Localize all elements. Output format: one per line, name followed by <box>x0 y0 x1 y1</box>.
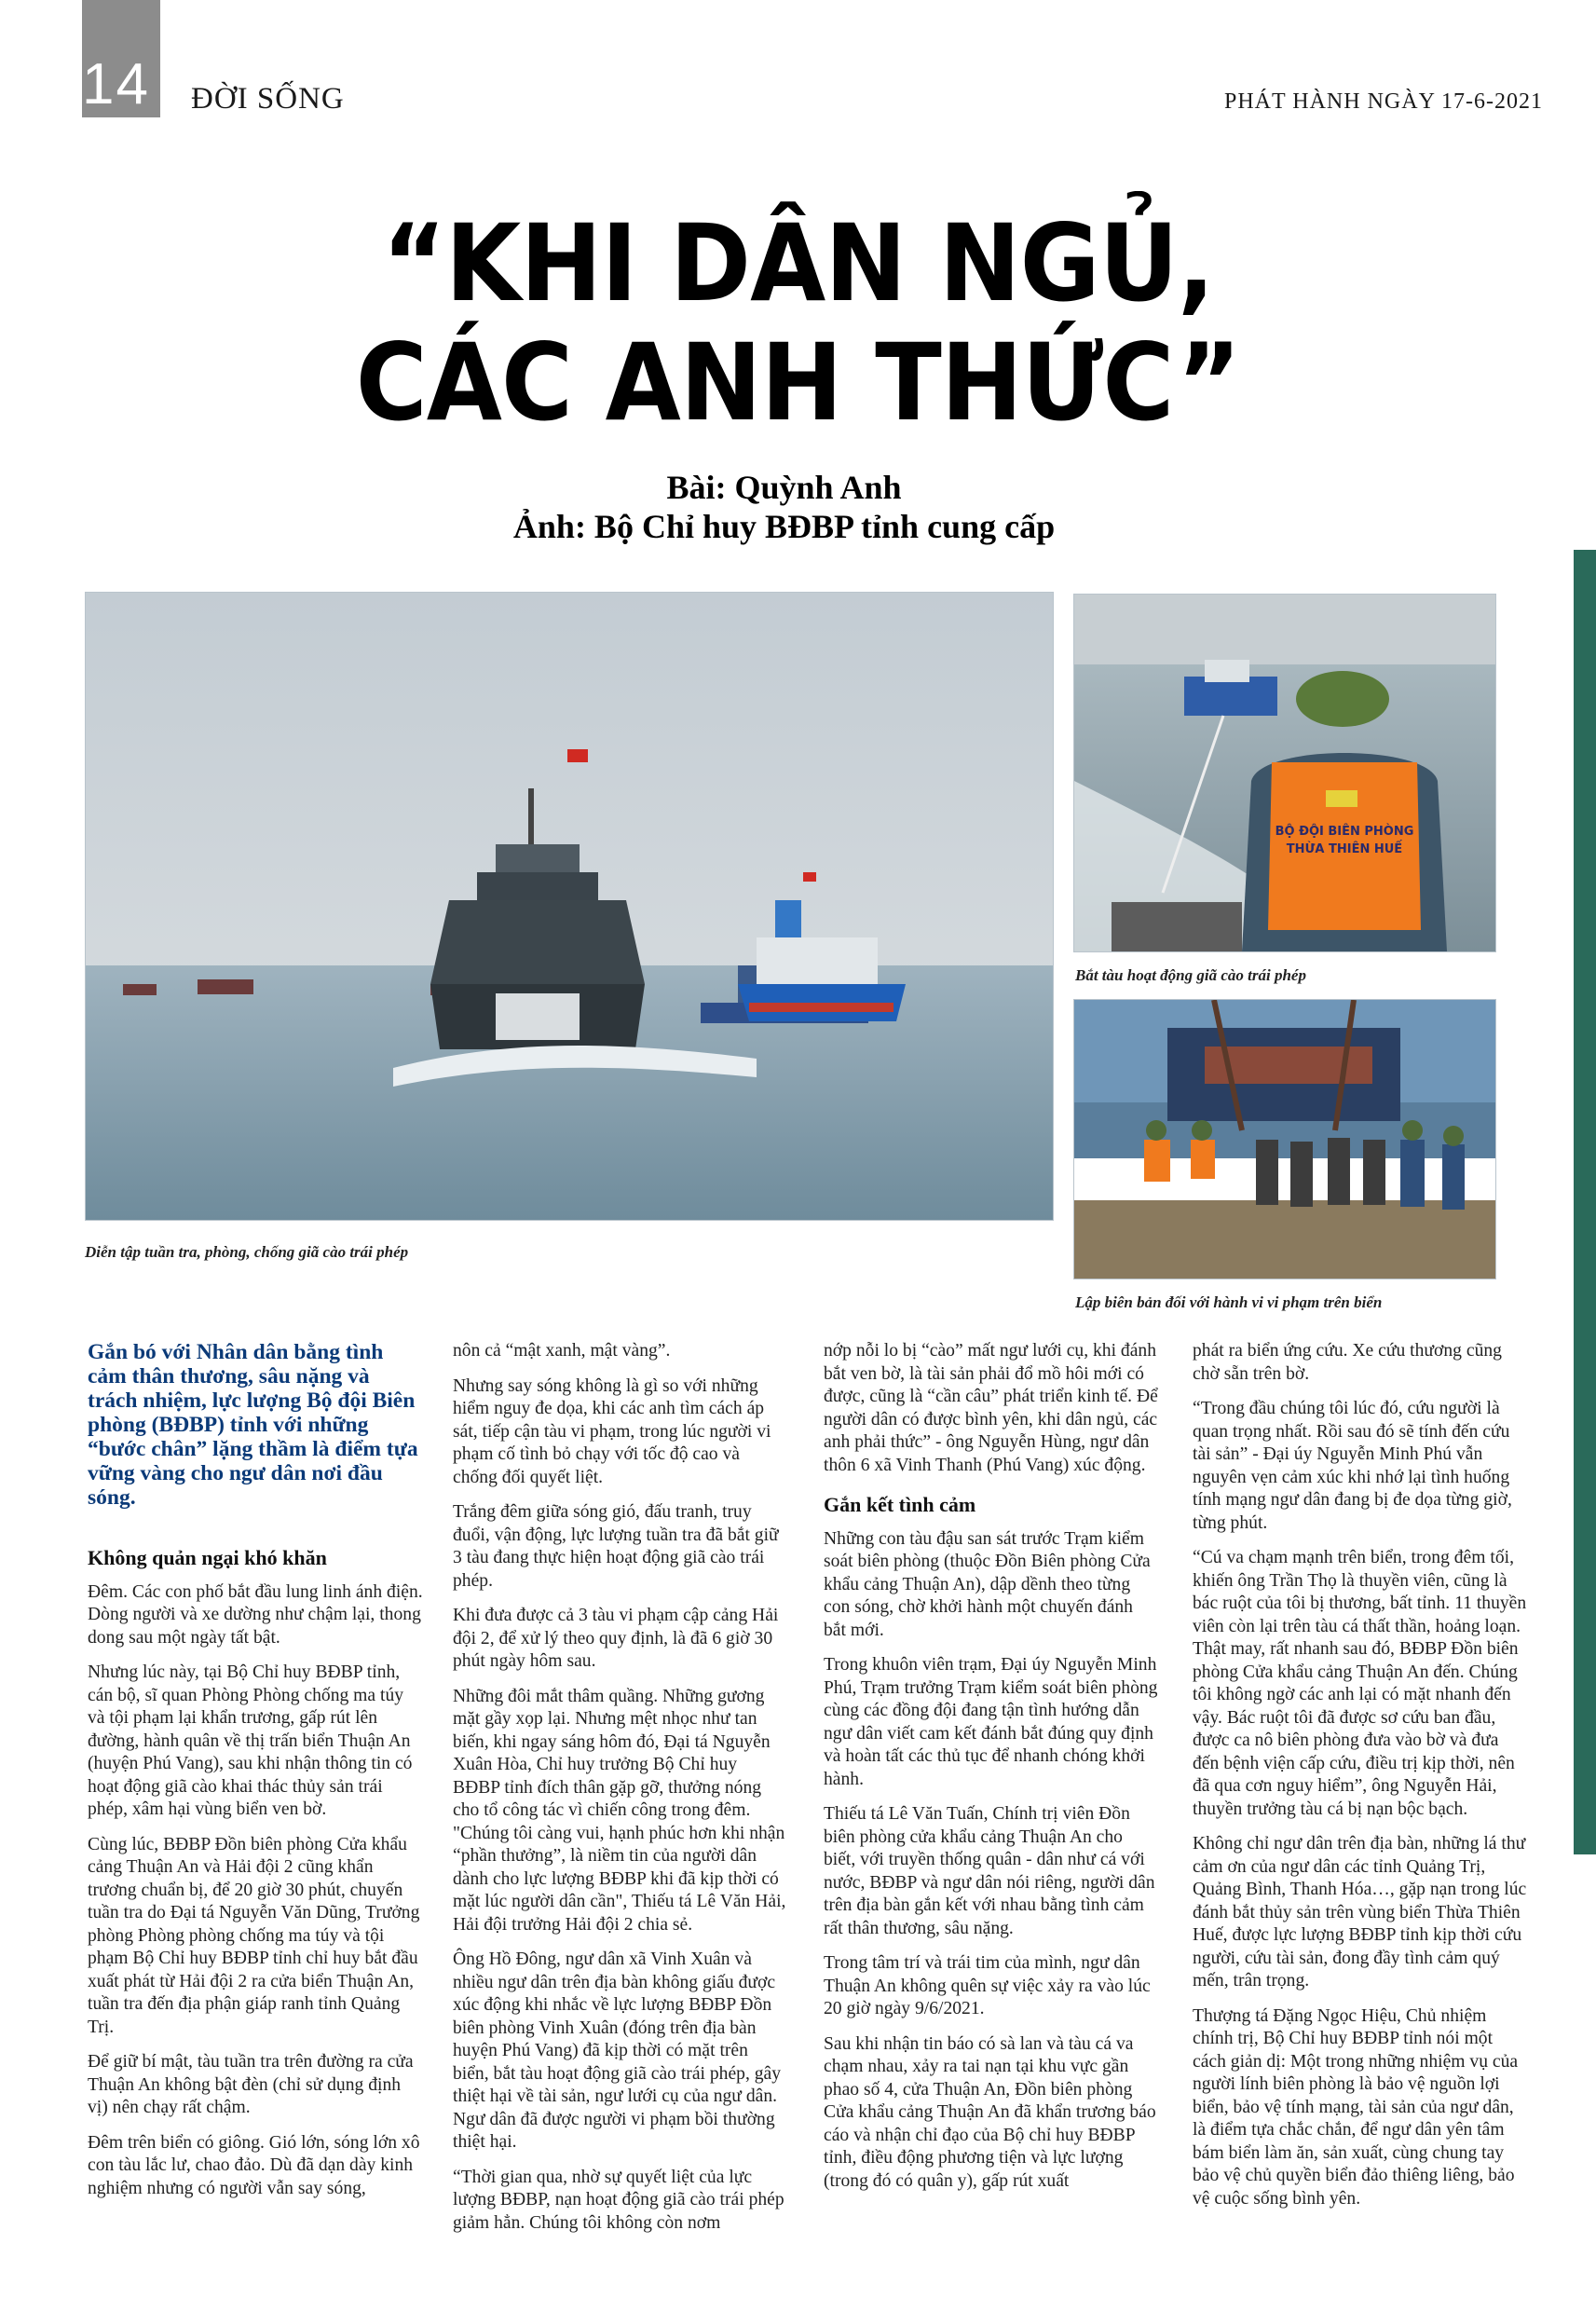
paragraph: nớp nỗi lo bị “cào” mất ngư lưới cụ, khi đánh bắt ven bờ, là tài sản phải đổ mồ hôi mới có được, cũng là “cần câu” phát triển kinh tế. Để người dân có được bình yên, khi dân ngủ, các anh phải thức” - ông Nguyễn Hùng, ngư dân thôn 6 xã Vinh Thanh (Phú Vang) xúc động. <box>824 1341 1158 1475</box>
paragraph: “Thời gian qua, nhờ sự quyết liệt của lực lượng BĐBP, nạn hoạt động giã cào trái phép giảm hẳn. Chúng tôi không còn nơm <box>453 2167 784 2233</box>
lead-paragraph: Gắn bó với Nhân dân bằng tình cảm thân thương, sâu nặng và trách nhiệm, lực lượng Bộ đội Biên phòng (BĐBP) tỉnh với những “bước chân” lặng thầm là điểm tựa vững vàng cho ngư dân nơi đầu sóng. <box>88 1340 418 1510</box>
paragraph: Thượng tá Đặng Ngọc Hiệu, Chủ nhiệm chính trị, Bộ Chỉ huy BĐBP tỉnh nói một cách giản dị: Một trong những nhiệm vụ của người lính biên phòng là bảo vệ nguồn lợi biển, bảo vệ tính mạng, tài sản của ngư dân, là điểm tựa chắc chắn, để ngư dân yên tâm bám biển làm ăn, sản xuất, cùng chung tay bảo vệ chủ quyền biển đảo thiêng liêng, bảo vệ cuộc sống bình yên. <box>1193 2005 1519 2209</box>
photo-border-guard-vest <box>1073 594 1496 952</box>
paragraph: Nhưng lúc này, tại Bộ Chỉ huy BĐBP tỉnh, cán bộ, sĩ quan Phòng Phòng chống ma túy và tội phạm lại khẩn trương, gấp rút lên đường, hành quân về thị trấn biển Thuận An (huyện Phú Vang), sau khi nhận thông tin có hoạt động giã cào khai thác thủy sản trái phép, xâm hại vùng biển ven bờ. <box>88 1662 413 1819</box>
paragraph: Trong tâm trí và trái tim của mình, ngư dân Thuận An không quên sự việc xảy ra vào lúc 20 giờ ngày 9/6/2021. <box>824 1953 1151 2018</box>
byline-photo: Ảnh: Bộ Chỉ huy BĐBP tỉnh cung cấp <box>512 508 1056 545</box>
top-right-photo-caption: Bắt tàu hoạt động giã cào trái phép <box>1075 966 1306 984</box>
section-name: ĐỜI SỐNG <box>191 82 345 116</box>
vest-text-line-2: THỪA THIÊN HUẾ <box>1286 842 1403 856</box>
paragraph: nôn cả “mật xanh, mật vàng”. <box>453 1341 671 1361</box>
paragraph: Thiếu tá Lê Văn Tuấn, Chính trị viên Đồn biên phòng cửa khẩu cảng Thuận An cho biết, với truyền thống quân - dân như cá với nước, BĐBP và ngư dân nói riêng, người dân trên địa bàn gắn kết với nhau bằng tình cảm rất thân thương, sâu nặng. <box>824 1804 1155 1938</box>
subhead-gan-ket-tinh-cam: Gắn kết tình cảm <box>824 1493 976 1516</box>
bottom-right-photo-caption: Lập biên bản đối với hành vi vi phạm trên biển <box>1075 1293 1383 1311</box>
paragraph: Không chỉ ngư dân trên địa bàn, những lá thư cảm ơn của ngư dân các tỉnh Quảng Trị, Quảng Bình, Thanh Hóa…, gặp nạn trong lúc đánh bắt thủy sản trên vùng biển Thừa Thiên Huế, được lực lượng BĐBP tỉnh kịp thời cứu người, cứu tài sản, đong đầy tình cảm quý mến, trân trọng. <box>1193 1834 1527 1991</box>
paragraph: Cùng lúc, BĐBP Đồn biên phòng Cửa khẩu cảng Thuận An và Hải đội 2 cũng khẩn trương chuẩn bị, để 20 giờ 30 phút, chuyến tuần tra do Đại tá Nguyễn Văn Dũng, Trưởng phòng Phòng phòng chống ma túy và tội phạm Bộ Chỉ huy BĐBP tỉnh chỉ huy bắt đầu xuất phát từ Hải đội 2 ra cửa biển Thuận An, tuần tra đến địa phận giáp ranh tỉnh Quảng Trị. <box>88 1834 420 2037</box>
body-column-3 <box>824 1340 1159 2205</box>
paragraph: Đêm trên biển có giông. Gió lớn, sóng lớn xô con tàu lắc lư, chao đảo. Dù đã dạn dày kinh nghiệm nhưng có người vẫn say sóng, <box>88 2132 420 2198</box>
subhead-khong-quan-ngai: Không quản ngại khó khăn <box>88 1546 327 1569</box>
body-column-1 <box>88 1340 423 2212</box>
photo-record-violation <box>1073 999 1496 1279</box>
body-column-4 <box>1193 1340 1528 2223</box>
issue-date: PHÁT HÀNH NGÀY 17-6-2021 <box>1224 89 1543 114</box>
paragraph: Sau khi nhận tin báo có sà lan và tàu cá va chạm nhau, xảy ra tai nạn tại khu vực gần phao số 4, cửa Thuận An, Đồn biên phòng Cửa khẩu cảng Thuận An đã khẩn trương báo cáo và nhận chỉ đạo của Bộ chỉ huy BĐBP tỉnh, điều động phương tiện và lực lượng (trong đó có quân y), gấp rút xuất <box>824 2033 1156 2191</box>
paragraph: Để giữ bí mật, tàu tuần tra trên đường ra cửa Thuận An không bật đèn (chỉ sử dụng định vị) nên chạy rất chậm. <box>88 2052 414 2117</box>
paragraph: Ông Hồ Đông, ngư dân xã Vinh Xuân và nhiều ngư dân trên địa bàn không giấu được xúc động khi nhắc về lực lượng BĐBP Đồn biên phòng Vinh Xuân (đóng trên địa bàn huyện Phú Vang) đã kịp thời có mặt trên biển, bắt tàu hoạt động giã cào trái phép, gây thiệt hại về tài sản, ngư lưới cụ của ngư dân. Ngư dân đã được người vi phạm bồi thường thiệt hại. <box>453 1949 782 2152</box>
vest-text-line-1: BỘ ĐỘI BIÊN PHÒNG <box>1275 825 1414 839</box>
paragraph: “Cú va chạm mạnh trên biển, trong đêm tối, khiến ông Trần Thọ là thuyền viên, cũng là bác ruột của tôi bị thương, bất tỉnh. 11 thuyền viên còn lại trên tàu cá thất thần, hoảng loạn. Thật may, rất nhanh sau đó, BĐBP Đồn biên phòng Cửa khẩu cảng Thuận An đến. Chúng tôi không ngờ các anh lại có mặt nhanh đến vậy. Bác ruột tôi đã được sơ cứu ban đầu, được ca nô biên phòng đưa vào bờ và đưa đến bệnh viện cấp cứu, điều trị kịp thời, nên đã qua cơn nguy hiểm”, ông Nguyễn Hải, thuyền trưởng tàu cá bị nạn bộc bạch. <box>1193 1548 1527 1819</box>
headline-line-2: CÁC ANH THỨC” <box>355 321 1241 445</box>
paragraph: Trắng đêm giữa sóng gió, đấu tranh, truy đuổi, vận động, lực lượng tuần tra đã bắt giữ 3 tàu đang thực hiện hoạt động giã cào trái phép. <box>453 1502 779 1591</box>
paragraph: Những đôi mắt thâm quầng. Những gương mặt gầy xọp lại. Nhưng mệt nhọc như tan biến, khi ngay sáng hôm đó, Đại tá Nguyễn Xuân Hòa, Chỉ huy trưởng Bộ Chỉ huy BĐBP tỉnh đích thân gặp gỡ, thưởng nóng cho tổ công tác vì chiến công trong đêm. "Chúng tôi càng vui, hạnh phúc hơn khi nhận “phần thưởng”, là niềm tin của người dân dành cho lực lượng BĐBP khi đã kịp thời có mặt lúc người dân cần", Thiếu tá Lê Văn Hải, Hải đội trưởng Hải đội 2 chia sẻ. <box>453 1686 786 1935</box>
page-number: 14 <box>82 52 150 116</box>
headline-line-1: “KHI DÂN NGỦ, <box>382 201 1214 325</box>
page-edge-strip <box>1574 550 1596 1854</box>
paragraph: “Trong đầu chúng tôi lúc đó, cứu người là quan trọng nhất. Rồi sau đó sẽ tính đến cứu tài sản” - Đại úy Nguyễn Minh Phú vẫn nguyên vẹn cảm xúc khi nhớ lại tình huống tính mạng ngư dân đang bị đe dọa từng giờ, từng phút. <box>1193 1399 1512 1533</box>
paragraph: Trong khuôn viên trạm, Đại úy Nguyễn Minh Phú, Trạm trưởng Trạm kiểm soát biên phòng cùng các đồng đội đang tận tình hướng dẫn ngư dân viết cam kết đánh bắt đúng quy định và hoàn tất các thủ tục để nhanh chóng khởi hành. <box>824 1655 1158 1789</box>
body-column-2 <box>453 1340 788 2247</box>
paragraph: Đêm. Các con phố bắt đầu lung linh ánh điện. Dòng người và xe dường như chậm lại, thong dong sau một ngày tất bật. <box>88 1581 423 1648</box>
paragraph: Những con tàu đậu san sát trước Trạm kiểm soát biên phòng (thuộc Đồn Biên phòng Cửa khẩu cảng Thuận An), dập dềnh theo từng con sóng, chờ khởi hành một chuyến đánh bắt mới. <box>824 1528 1151 1640</box>
paragraph: Khi đưa được cả 3 tàu vi phạm cập cảng Hải đội 2, để xử lý theo quy định, là đã 6 giờ 30 phút ngày hôm sau. <box>453 1606 779 1671</box>
paragraph: phát ra biển ứng cứu. Xe cứu thương cũng chờ sẵn trên bờ. <box>1193 1341 1502 1384</box>
main-photo-patrol-boats <box>85 592 1054 1221</box>
byline-author: Bài: Quỳnh Anh <box>666 469 902 506</box>
main-photo-caption: Diễn tập tuần tra, phòng, chống giã cào trái phép <box>85 1243 409 1261</box>
paragraph: Nhưng say sóng không là gì so với những hiểm nguy đe dọa, khi các anh tìm cách áp sát, tiếp cận tàu vi phạm, trong lúc người vi phạm cố tình bỏ chạy với tốc độ cao và chống đối quyết liệt. <box>453 1375 771 1487</box>
